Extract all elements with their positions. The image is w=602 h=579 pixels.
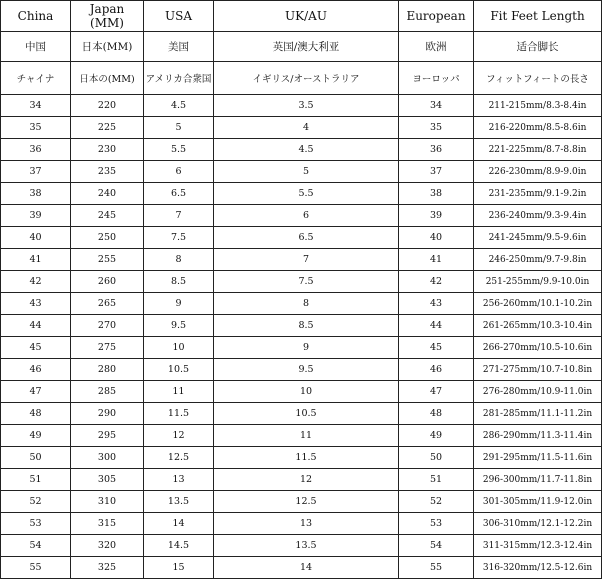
cell-japan: 315	[71, 513, 144, 535]
table-row	[1, 403, 602, 425]
cell-usa: 4.5	[144, 95, 214, 117]
cell-uk-au: 8.5	[214, 315, 399, 337]
cell-fit-length: 281-285mm/11.1-11.2in	[474, 403, 602, 425]
cell-fit-length: 216-220mm/8.5-8.6in	[474, 117, 602, 139]
header-china-en: China	[1, 1, 71, 32]
cell-european: 46	[399, 359, 474, 381]
cell-usa: 8	[144, 249, 214, 271]
cell-european: 34	[399, 95, 474, 117]
cell-usa: 9	[144, 293, 214, 315]
table-row	[1, 117, 602, 139]
table-row	[1, 513, 602, 535]
cell-uk-au: 12.5	[214, 491, 399, 513]
cell-japan: 310	[71, 491, 144, 513]
cell-fit-length: 316-320mm/12.5-12.6in	[474, 557, 602, 579]
cell-japan: 250	[71, 227, 144, 249]
cell-china: 44	[1, 315, 71, 337]
cell-japan: 280	[71, 359, 144, 381]
cell-japan: 295	[71, 425, 144, 447]
cell-european: 44	[399, 315, 474, 337]
cell-uk-au: 10	[214, 381, 399, 403]
table-row	[1, 271, 602, 293]
header-usa-zh: 美国	[144, 32, 214, 62]
cell-uk-au: 7	[214, 249, 399, 271]
table-row	[1, 491, 602, 513]
cell-china: 48	[1, 403, 71, 425]
cell-japan: 260	[71, 271, 144, 293]
table-row	[1, 227, 602, 249]
cell-uk-au: 7.5	[214, 271, 399, 293]
cell-usa: 5	[144, 117, 214, 139]
cell-china: 55	[1, 557, 71, 579]
cell-japan: 320	[71, 535, 144, 557]
cell-usa: 13	[144, 469, 214, 491]
cell-european: 37	[399, 161, 474, 183]
header-fit-ja: フィットフィートの長さ	[474, 62, 602, 95]
cell-china: 43	[1, 293, 71, 315]
cell-fit-length: 221-225mm/8.7-8.8in	[474, 139, 602, 161]
table-row	[1, 447, 602, 469]
cell-china: 37	[1, 161, 71, 183]
cell-european: 48	[399, 403, 474, 425]
cell-european: 53	[399, 513, 474, 535]
cell-japan: 225	[71, 117, 144, 139]
cell-european: 40	[399, 227, 474, 249]
cell-china: 39	[1, 205, 71, 227]
cell-usa: 6	[144, 161, 214, 183]
table-row	[1, 293, 602, 315]
cell-european: 35	[399, 117, 474, 139]
cell-european: 39	[399, 205, 474, 227]
cell-fit-length: 261-265mm/10.3-10.4in	[474, 315, 602, 337]
cell-uk-au: 13	[214, 513, 399, 535]
header-japan-en-text: Japan (MM)	[89, 2, 125, 30]
cell-japan: 265	[71, 293, 144, 315]
cell-china: 40	[1, 227, 71, 249]
table-row	[1, 315, 602, 337]
cell-fit-length: 236-240mm/9.3-9.4in	[474, 205, 602, 227]
cell-china: 50	[1, 447, 71, 469]
cell-japan: 240	[71, 183, 144, 205]
header-uk-en: UK/AU	[214, 1, 399, 32]
cell-usa: 12.5	[144, 447, 214, 469]
cell-japan: 230	[71, 139, 144, 161]
cell-china: 35	[1, 117, 71, 139]
cell-china: 47	[1, 381, 71, 403]
cell-fit-length: 296-300mm/11.7-11.8in	[474, 469, 602, 491]
cell-usa: 7	[144, 205, 214, 227]
cell-european: 41	[399, 249, 474, 271]
cell-japan: 235	[71, 161, 144, 183]
cell-european: 47	[399, 381, 474, 403]
header-japan-zh: 日本(MM)	[71, 32, 144, 62]
header-eu-en: European	[399, 1, 474, 32]
cell-european: 38	[399, 183, 474, 205]
cell-fit-length: 276-280mm/10.9-11.0in	[474, 381, 602, 403]
header-row-chinese	[1, 32, 602, 62]
cell-japan: 220	[71, 95, 144, 117]
cell-uk-au: 11	[214, 425, 399, 447]
cell-european: 49	[399, 425, 474, 447]
cell-fit-length: 271-275mm/10.7-10.8in	[474, 359, 602, 381]
cell-fit-length: 306-310mm/12.1-12.2in	[474, 513, 602, 535]
cell-japan: 270	[71, 315, 144, 337]
cell-uk-au: 5	[214, 161, 399, 183]
cell-fit-length: 241-245mm/9.5-9.6in	[474, 227, 602, 249]
cell-uk-au: 6.5	[214, 227, 399, 249]
table-row	[1, 557, 602, 579]
cell-european: 45	[399, 337, 474, 359]
table-row	[1, 535, 602, 557]
cell-fit-length: 231-235mm/9.1-9.2in	[474, 183, 602, 205]
cell-european: 51	[399, 469, 474, 491]
cell-usa: 15	[144, 557, 214, 579]
table-row	[1, 139, 602, 161]
cell-china: 45	[1, 337, 71, 359]
header-usa-ja: アメリカ合衆国	[144, 62, 214, 95]
table-row	[1, 249, 602, 271]
cell-uk-au: 6	[214, 205, 399, 227]
cell-european: 52	[399, 491, 474, 513]
table-row	[1, 469, 602, 491]
cell-fit-length: 251-255mm/9.9-10.0in	[474, 271, 602, 293]
cell-uk-au: 12	[214, 469, 399, 491]
header-fit-en: Fit Feet Length	[474, 1, 602, 32]
cell-uk-au: 4.5	[214, 139, 399, 161]
header-row-english	[1, 1, 602, 32]
header-japan-ja: 日本の(MM)	[71, 62, 144, 95]
header-eu-zh: 欧洲	[399, 32, 474, 62]
cell-japan: 290	[71, 403, 144, 425]
cell-china: 51	[1, 469, 71, 491]
cell-uk-au: 11.5	[214, 447, 399, 469]
cell-china: 41	[1, 249, 71, 271]
header-fit-zh: 适合脚长	[474, 32, 602, 62]
cell-japan: 325	[71, 557, 144, 579]
cell-uk-au: 14	[214, 557, 399, 579]
cell-usa: 14	[144, 513, 214, 535]
header-china-zh: 中国	[1, 32, 71, 62]
cell-uk-au: 5.5	[214, 183, 399, 205]
header-usa-en: USA	[144, 1, 214, 32]
cell-fit-length: 226-230mm/8.9-9.0in	[474, 161, 602, 183]
cell-china: 53	[1, 513, 71, 535]
cell-usa: 14.5	[144, 535, 214, 557]
cell-china: 38	[1, 183, 71, 205]
header-japan-en	[71, 1, 144, 32]
cell-fit-length: 256-260mm/10.1-10.2in	[474, 293, 602, 315]
cell-china: 34	[1, 95, 71, 117]
cell-european: 42	[399, 271, 474, 293]
cell-china: 49	[1, 425, 71, 447]
header-china-ja: チャイナ	[1, 62, 71, 95]
table-row	[1, 95, 602, 117]
cell-uk-au: 9	[214, 337, 399, 359]
cell-china: 46	[1, 359, 71, 381]
header-uk-ja: イギリス/オーストラリア	[214, 62, 399, 95]
cell-fit-length: 301-305mm/11.9-12.0in	[474, 491, 602, 513]
cell-japan: 245	[71, 205, 144, 227]
cell-china: 42	[1, 271, 71, 293]
cell-european: 50	[399, 447, 474, 469]
cell-european: 36	[399, 139, 474, 161]
cell-fit-length: 311-315mm/12.3-12.4in	[474, 535, 602, 557]
cell-fit-length: 246-250mm/9.7-9.8in	[474, 249, 602, 271]
cell-japan: 305	[71, 469, 144, 491]
cell-fit-length: 291-295mm/11.5-11.6in	[474, 447, 602, 469]
cell-usa: 7.5	[144, 227, 214, 249]
header-row-japanese	[1, 62, 602, 95]
cell-usa: 8.5	[144, 271, 214, 293]
cell-fit-length: 286-290mm/11.3-11.4in	[474, 425, 602, 447]
header-eu-ja: ヨーロッパ	[399, 62, 474, 95]
cell-fit-length: 211-215mm/8.3-8.4in	[474, 95, 602, 117]
cell-usa: 9.5	[144, 315, 214, 337]
cell-usa: 10	[144, 337, 214, 359]
table-row	[1, 359, 602, 381]
cell-japan: 275	[71, 337, 144, 359]
cell-usa: 12	[144, 425, 214, 447]
cell-fit-length: 266-270mm/10.5-10.6in	[474, 337, 602, 359]
header-uk-zh: 英国/澳大利亚	[214, 32, 399, 62]
table-row	[1, 183, 602, 205]
table-row	[1, 425, 602, 447]
cell-japan: 255	[71, 249, 144, 271]
cell-china: 52	[1, 491, 71, 513]
table-row	[1, 205, 602, 227]
cell-uk-au: 4	[214, 117, 399, 139]
cell-japan: 300	[71, 447, 144, 469]
cell-uk-au: 10.5	[214, 403, 399, 425]
cell-european: 55	[399, 557, 474, 579]
cell-uk-au: 9.5	[214, 359, 399, 381]
cell-usa: 5.5	[144, 139, 214, 161]
cell-uk-au: 3.5	[214, 95, 399, 117]
table-row	[1, 337, 602, 359]
table-row	[1, 161, 602, 183]
cell-usa: 6.5	[144, 183, 214, 205]
cell-european: 54	[399, 535, 474, 557]
cell-usa: 11.5	[144, 403, 214, 425]
table-row	[1, 381, 602, 403]
cell-usa: 10.5	[144, 359, 214, 381]
cell-china: 54	[1, 535, 71, 557]
cell-european: 43	[399, 293, 474, 315]
cell-usa: 13.5	[144, 491, 214, 513]
cell-uk-au: 13.5	[214, 535, 399, 557]
cell-japan: 285	[71, 381, 144, 403]
cell-uk-au: 8	[214, 293, 399, 315]
cell-china: 36	[1, 139, 71, 161]
cell-usa: 11	[144, 381, 214, 403]
